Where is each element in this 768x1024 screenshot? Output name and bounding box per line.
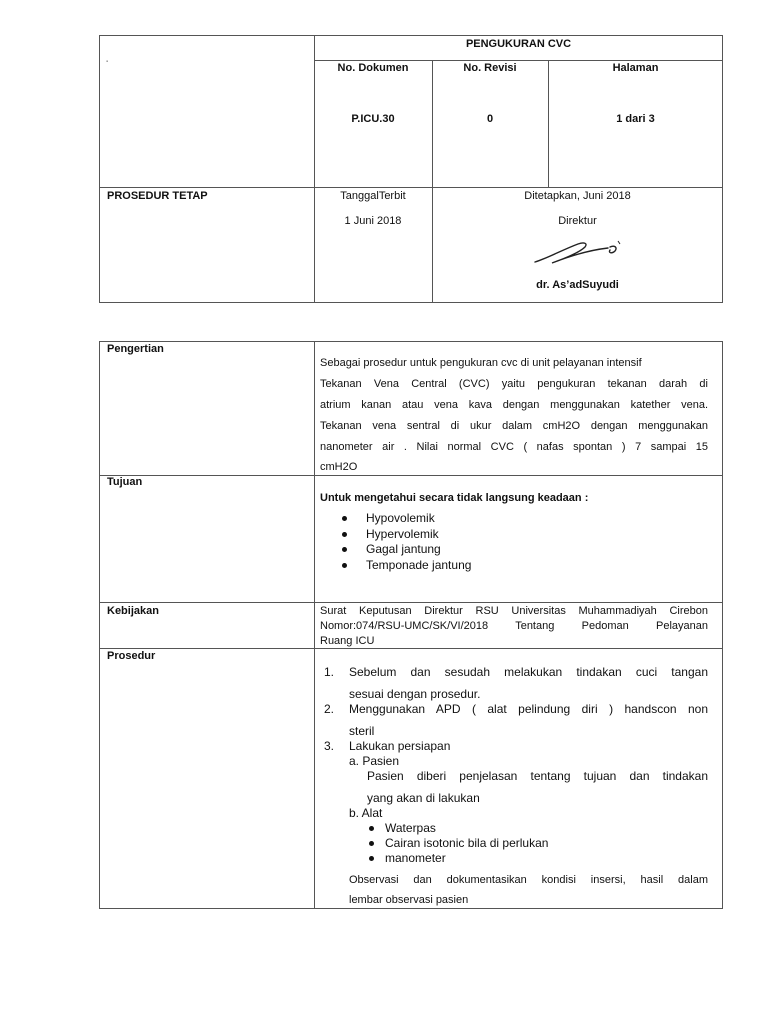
step-number: 3.	[324, 739, 335, 753]
content-divider	[99, 602, 723, 603]
substep-text: Pasien diberi penjelasan tentang tujuan dan tindakan	[367, 769, 708, 783]
substep-label: b. Alat	[349, 806, 383, 820]
signature-image	[530, 236, 625, 268]
prosedur-label: Prosedur	[107, 650, 156, 662]
issue-date: 1 Juni 2018	[344, 215, 402, 227]
content-divider	[314, 341, 315, 909]
alat-item: manometer	[385, 851, 446, 865]
observasi-line: lembar observasi pasien	[349, 894, 469, 906]
step-number: 2.	[324, 702, 335, 716]
page-value: 1 dari 3	[616, 113, 655, 125]
step-number: 1.	[324, 665, 335, 679]
tujuan-item: Temponade jantung	[366, 558, 472, 572]
bullet	[342, 516, 347, 521]
tujuan-intro: Untuk mengetahui secara tidak langsung keadaan :	[320, 492, 589, 504]
kebijakan-line: Ruang ICU	[320, 635, 375, 647]
tujuan-item: Hypovolemik	[366, 511, 435, 525]
procedure-type: PROSEDUR TETAP	[107, 190, 208, 202]
step-text: Lakukan persiapan	[349, 739, 451, 753]
header-table	[99, 35, 723, 303]
bullet	[342, 547, 347, 552]
tujuan-item: Gagal jantung	[366, 542, 441, 556]
bullet	[369, 856, 374, 861]
observasi-line: Observasi dan dokumentasikan kondisi insersi, hasil dalam	[349, 874, 708, 886]
bullet	[342, 563, 347, 568]
step-text: sesuai dengan prosedur.	[349, 687, 481, 701]
substep-label: a. Pasien	[349, 754, 400, 768]
issue-date-label: TanggalTerbit	[340, 190, 406, 202]
signatory-name: dr. As’adSuyudi	[536, 279, 619, 291]
header-divider	[314, 60, 723, 61]
revision-value: 0	[486, 113, 494, 125]
set-by: Ditetapkan, Juni 2018	[524, 190, 631, 202]
doc-number-value: P.ICU.30	[351, 113, 395, 125]
document-title: PENGUKURAN CVC	[465, 38, 572, 50]
bullet	[342, 532, 347, 537]
alat-item: Cairan isotonic bila di perlukan	[385, 836, 549, 850]
col-label-doc-number: No. Dokumen	[337, 62, 409, 74]
header-divider	[432, 60, 433, 303]
pengertian-para-line: Tekanan Vena Central (CVC) yaitu pengukuran tekanan darah di	[320, 378, 708, 390]
bullet	[369, 826, 374, 831]
substep-text: yang akan di lakukan	[367, 791, 480, 805]
logo-placeholder-mark: ▪	[106, 59, 109, 65]
step-text: Sebelum dan sesudah melakukan tindakan cuci tangan	[349, 665, 708, 679]
pengertian-para-line: Tekanan vena sentral di ukur dalam cmH2O dengan menggunakan	[320, 420, 708, 432]
kebijakan-label: Kebijakan	[107, 605, 159, 617]
header-divider	[99, 187, 723, 188]
tujuan-label: Tujuan	[107, 476, 143, 488]
step-text: steril	[349, 724, 375, 738]
alat-item: Waterpas	[385, 821, 436, 835]
pengertian-label: Pengertian	[107, 343, 164, 355]
content-divider	[99, 648, 723, 649]
pengertian-intro: Sebagai prosedur untuk pengukuran cvc di unit pelayanan intensif	[320, 357, 642, 369]
kebijakan-line: Surat Keputusan Direktur RSU Universitas Muhammadiyah Cirebon	[320, 605, 708, 617]
pengertian-para-line: nanometer air . Nilai normal CVC ( nafas spontan ) 7 sampai 15	[320, 441, 708, 453]
content-divider	[99, 475, 723, 476]
col-label-page: Halaman	[612, 62, 659, 74]
header-divider	[314, 35, 315, 303]
kebijakan-line: Nomor:074/RSU-UMC/SK/VI/2018 Tentang Pedoman Pelayanan	[320, 620, 708, 632]
pengertian-para-line: cmH2O	[320, 461, 358, 473]
pengertian-para-line: atrium kanan atau vena kava dengan menggunakan katether vena.	[320, 399, 708, 411]
step-text: Menggunakan APD ( alat pelindung diri ) handscon non	[349, 702, 708, 716]
signer-position: Direktur	[558, 215, 597, 227]
col-label-revision: No. Revisi	[463, 62, 517, 74]
tujuan-item: Hypervolemik	[366, 527, 439, 541]
bullet	[369, 841, 374, 846]
